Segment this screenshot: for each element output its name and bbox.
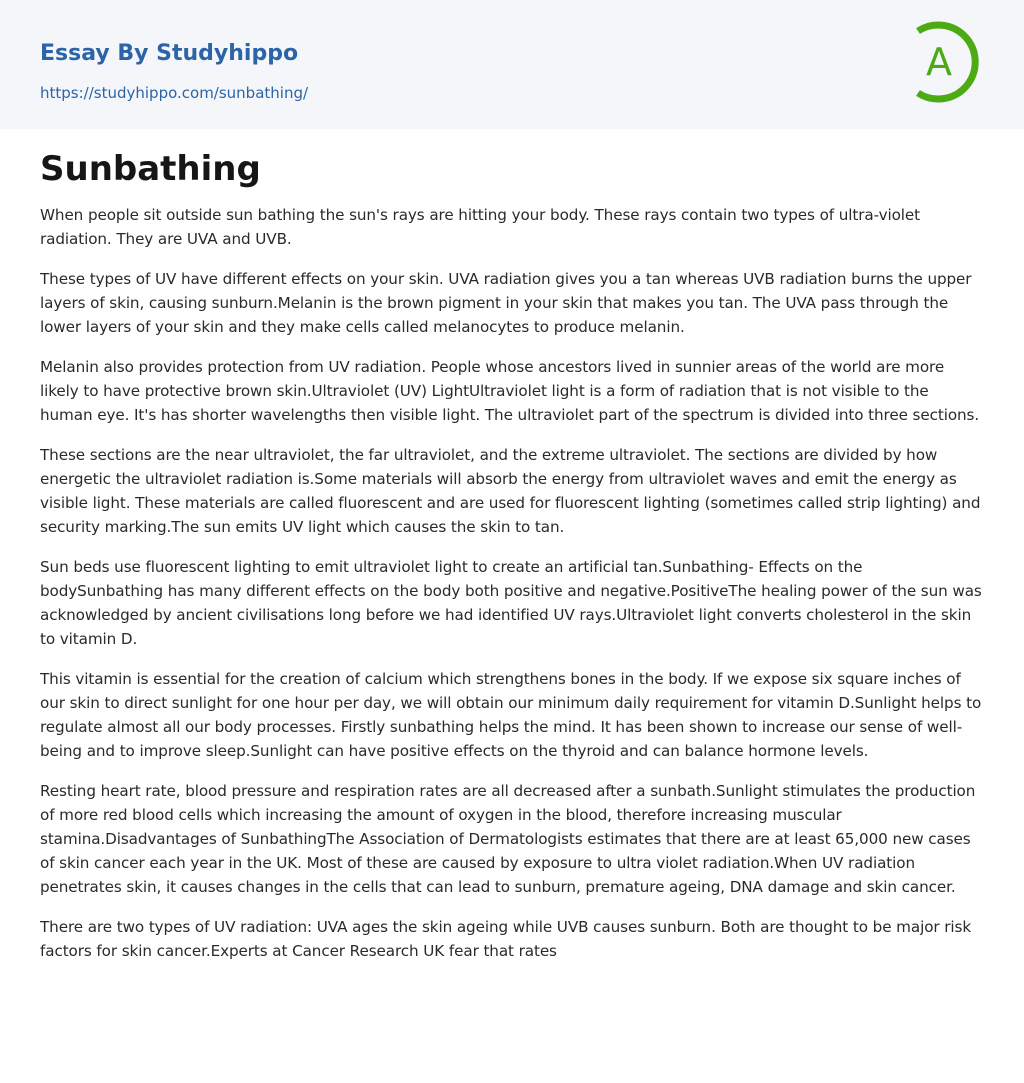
essay-paragraph: There are two types of UV radiation: UVA ages the skin ageing while UVB causes sunburn. Both are thought to be major risk factors for skin cancer.Experts at Cancer Research UK fear that rates <box>40 918 972 960</box>
essay-paragraph: Sun beds use fluorescent lighting to emit ultraviolet light to create an artificial tan.Sunbathing- Effects on the bodySunbathing has many different effects on the body both positive and negative.PositiveThe healing power of the sun was acknowledged by ancient civilisations long before we had identified UV rays.Ultraviolet light converts cholesterol in the skin to vitamin D. <box>40 558 982 648</box>
essay-paragraph: Melanin also provides protection from UV radiation. People whose ancestors lived in sunnier areas of the world are more likely to have protective brown skin.Ultraviolet (UV) LightUltraviolet light is a form of radiation that is not visible to the human eye. It's has shorter wavelengths then visible light. The ultraviolet part of the spectrum is divided into three sections. <box>40 358 980 424</box>
essay-paragraph: These types of UV have different effects on your skin. UVA radiation gives you a tan whereas UVB radiation burns the upper layers of skin, causing sunburn.Melanin is the brown pigment in your skin that makes you tan. The UVA pass through the lower layers of your skin and they make cells called melanocytes to produce melanin. <box>40 270 972 336</box>
page-title: Sunbathing <box>40 149 261 189</box>
essay-paragraph: Resting heart rate, blood pressure and respiration rates are all decreased after a sunbath.Sunlight stimulates the production of more red blood cells which increasing the amount of oxygen in the blood, therefore increasing muscular stamina.Disadvantages of SunbathingThe Association of Dermatologists estimates that there are at least 65,000 new cases of skin cancer each year in the UK. Most of these are caused by exposure to ultra violet radiation.When UV radiation penetrates skin, it causes changes in the cells that can lead to sunburn, premature ageing, DNA damage and skin cancer. <box>40 782 976 896</box>
svg-text:A: A <box>926 40 952 84</box>
studyhippo-logo-icon[interactable] <box>912 19 986 105</box>
site-header <box>0 0 1024 129</box>
essay-paragraph: These sections are the near ultraviolet, the far ultraviolet, and the extreme ultraviolet. The sections are divided by how energetic the ultraviolet radiation is.Some materials will absorb the energy from ultraviolet waves and emit the energy as visible light. These materials are called fluorescent and are used for fluorescent lighting (sometimes called strip lighting) and security marking.The sun emits UV light which causes the skin to tan. <box>40 446 981 536</box>
source-url-link[interactable]: https://studyhippo.com/sunbathing/ <box>40 84 309 102</box>
essay-paragraph: This vitamin is essential for the creation of calcium which strengthens bones in the body. If we expose six square inches of our skin to direct sunlight for one hour per day, we will obtain our minimum daily requirement for vitamin D.Sunlight helps to regulate almost all our body processes. Firstly sunbathing helps the mind. It has been shown to increase our sense of well-being and to improve sleep.Sunlight can have positive effects on the thyroid and can balance hormone levels. <box>40 670 982 760</box>
brand-title: Essay By Studyhippo <box>40 41 299 66</box>
essay-content <box>0 149 1024 1003</box>
essay-paragraph: When people sit outside sun bathing the sun's rays are hitting your body. These rays contain two types of ultra-violet radiation. They are UVA and UVB. <box>40 206 920 248</box>
